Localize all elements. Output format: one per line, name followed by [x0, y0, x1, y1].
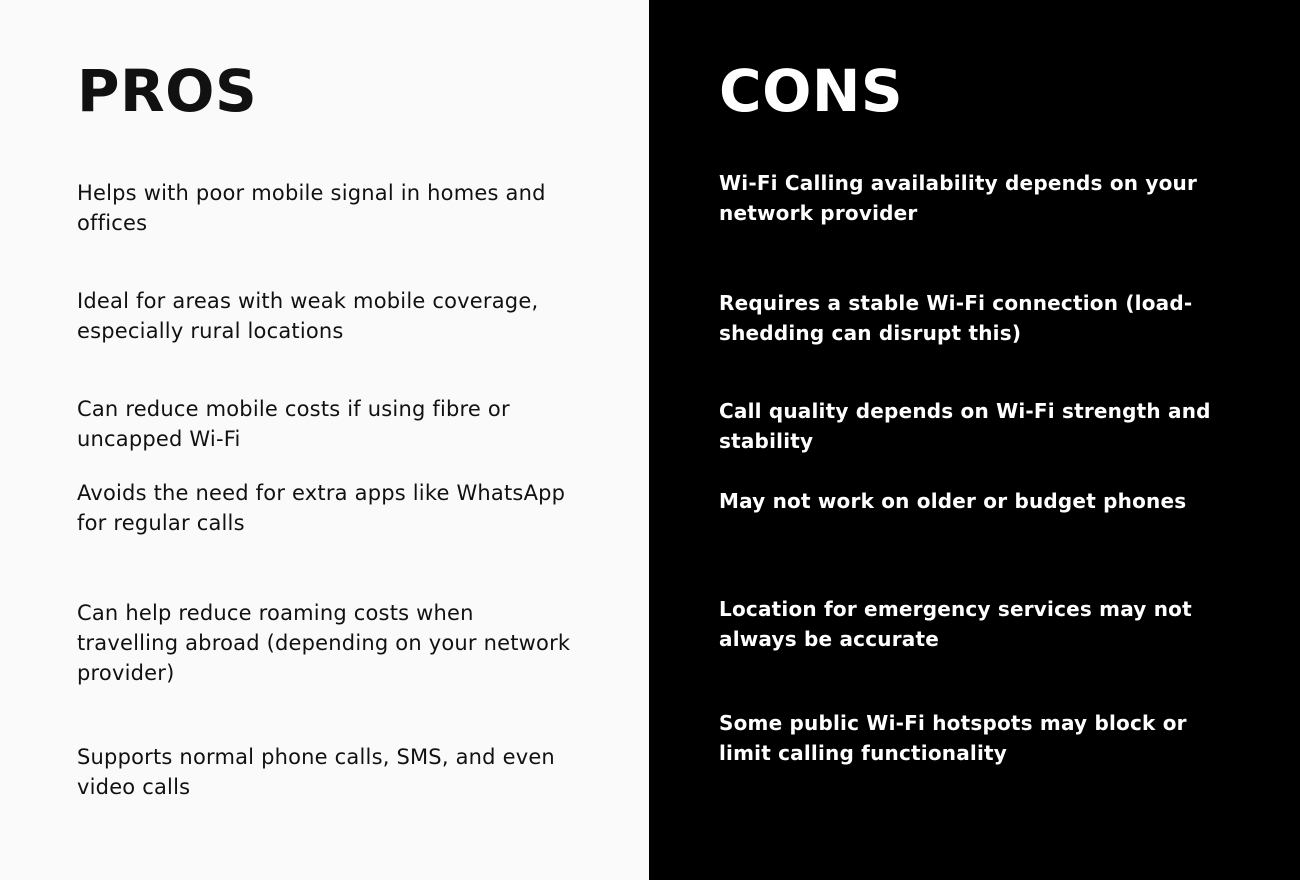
cons-item: Wi-Fi Calling availability depends on your network provider [719, 171, 1198, 225]
pros-item: Helps with poor mobile signal in homes and offices [77, 181, 546, 235]
cons-item: Some public Wi-Fi hotspots may block or limit calling functionality [719, 711, 1187, 765]
pros-item: Supports normal phone calls, SMS, and even video calls [77, 745, 555, 799]
cons-item: Location for emergency services may not always be accurate [719, 597, 1192, 651]
pros-item: Can reduce mobile costs if using fibre or uncapped Wi-Fi [77, 397, 510, 451]
cons-item: Requires a stable Wi-Fi connection (load-shedding can disrupt this) [719, 291, 1193, 345]
cons-heading: CONS [719, 57, 904, 125]
pros-item: Avoids the need for extra apps like WhatsApp for regular calls [77, 481, 566, 535]
pros-heading: PROS [77, 57, 258, 125]
cons-item: Call quality depends on Wi-Fi strength and stability [719, 399, 1211, 453]
pros-item: Ideal for areas with weak mobile coverage, especially rural locations [77, 289, 539, 343]
cons-panel [649, 0, 1300, 880]
pros-panel [0, 0, 649, 880]
pros-item: Can help reduce roaming costs when travelling abroad (depending on your network provider) [77, 601, 571, 685]
cons-item: May not work on older or budget phones [719, 489, 1187, 513]
